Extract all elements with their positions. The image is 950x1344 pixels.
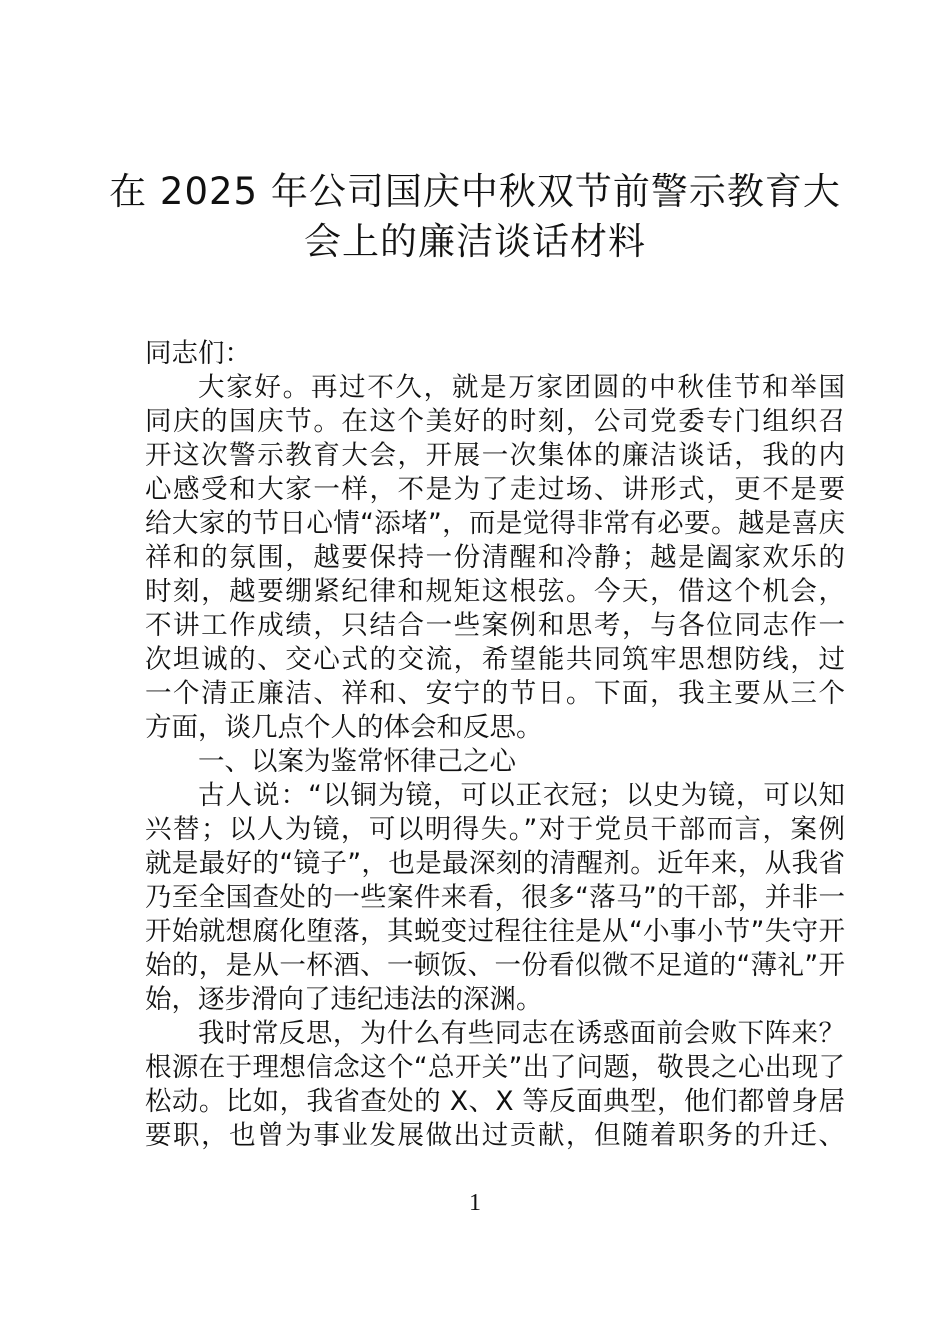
paragraph-line: 始，逐步滑向了违纪违法的深渊。 <box>145 984 543 1015</box>
salutation: 同志们： <box>145 338 251 369</box>
document-title-line-1: 在 2025 年公司国庆中秋双节前警示教育大 <box>109 170 841 213</box>
paragraph-line: 时刻，越要绷紧纪律和规矩这根弦。今天，借这个机会， <box>145 576 845 607</box>
paragraph-line: 要职，也曾为事业发展做出过贡献，但随着职务的升迁、 <box>145 1120 845 1151</box>
paragraph-line: 兴替；以人为镜，可以明得失。”对于党员干部而言，案例 <box>145 814 845 845</box>
paragraph-line: 开这次警示教育大会，开展一次集体的廉洁谈话，我的内 <box>145 440 845 471</box>
paragraph-line: 祥和的氛围，越要保持一份清醒和冷静；越是阖家欢乐的 <box>145 542 845 573</box>
document-body <box>145 337 845 1153</box>
paragraph-line: 乃至全国查处的一些案件来看，很多“落马”的干部，并非一 <box>145 882 845 913</box>
paragraph-line: 心感受和大家一样，不是为了走过场、讲形式，更不是要 <box>145 474 845 505</box>
paragraph-line: 我时常反思，为什么有些同志在诱惑面前会败下阵来？ <box>198 1018 845 1049</box>
paragraph-line: 根源在于理想信念这个“总开关”出了问题，敬畏之心出现了 <box>145 1052 845 1083</box>
paragraph-line: 给大家的节日心情“添堵”，而是觉得非常有必要。越是喜庆 <box>145 508 845 539</box>
paragraph-line: 大家好。再过不久，就是万家团圆的中秋佳节和举国 <box>198 372 845 403</box>
paragraph-line: 同庆的国庆节。在这个美好的时刻，公司党委专门组织召 <box>145 406 845 437</box>
paragraph-line: 不讲工作成绩，只结合一些案例和思考，与各位同志作一 <box>145 610 845 641</box>
page-number: 1 <box>469 1190 481 1216</box>
paragraph-line: 始的，是从一杯酒、一顿饭、一份看似微不足道的“薄礼”开 <box>145 950 845 981</box>
paragraph-line: 就是最好的“镜子”，也是最深刻的清醒剂。近年来，从我省 <box>145 848 845 879</box>
paragraph-line: 方面，谈几点个人的体会和反思。 <box>145 712 543 743</box>
paragraph-line: 古人说：“以铜为镜，可以正衣冠；以史为镜，可以知 <box>198 780 845 811</box>
paragraph-line: 一个清正廉洁、祥和、安宁的节日。下面，我主要从三个 <box>145 678 845 709</box>
paragraph-line: 次坦诚的、交心式的交流，希望能共同筑牢思想防线，过 <box>145 644 845 675</box>
document-title-line-2: 会上的廉洁谈话材料 <box>304 220 646 263</box>
section-heading-1: 一、以案为鉴常怀律己之心 <box>198 746 516 777</box>
paragraph-line: 开始就想腐化堕落，其蜕变过程往往是从“小事小节”失守开 <box>145 916 845 947</box>
paragraph-line: 松动。比如，我省查处的 X、X 等反面典型，他们都曾身居 <box>145 1086 845 1117</box>
